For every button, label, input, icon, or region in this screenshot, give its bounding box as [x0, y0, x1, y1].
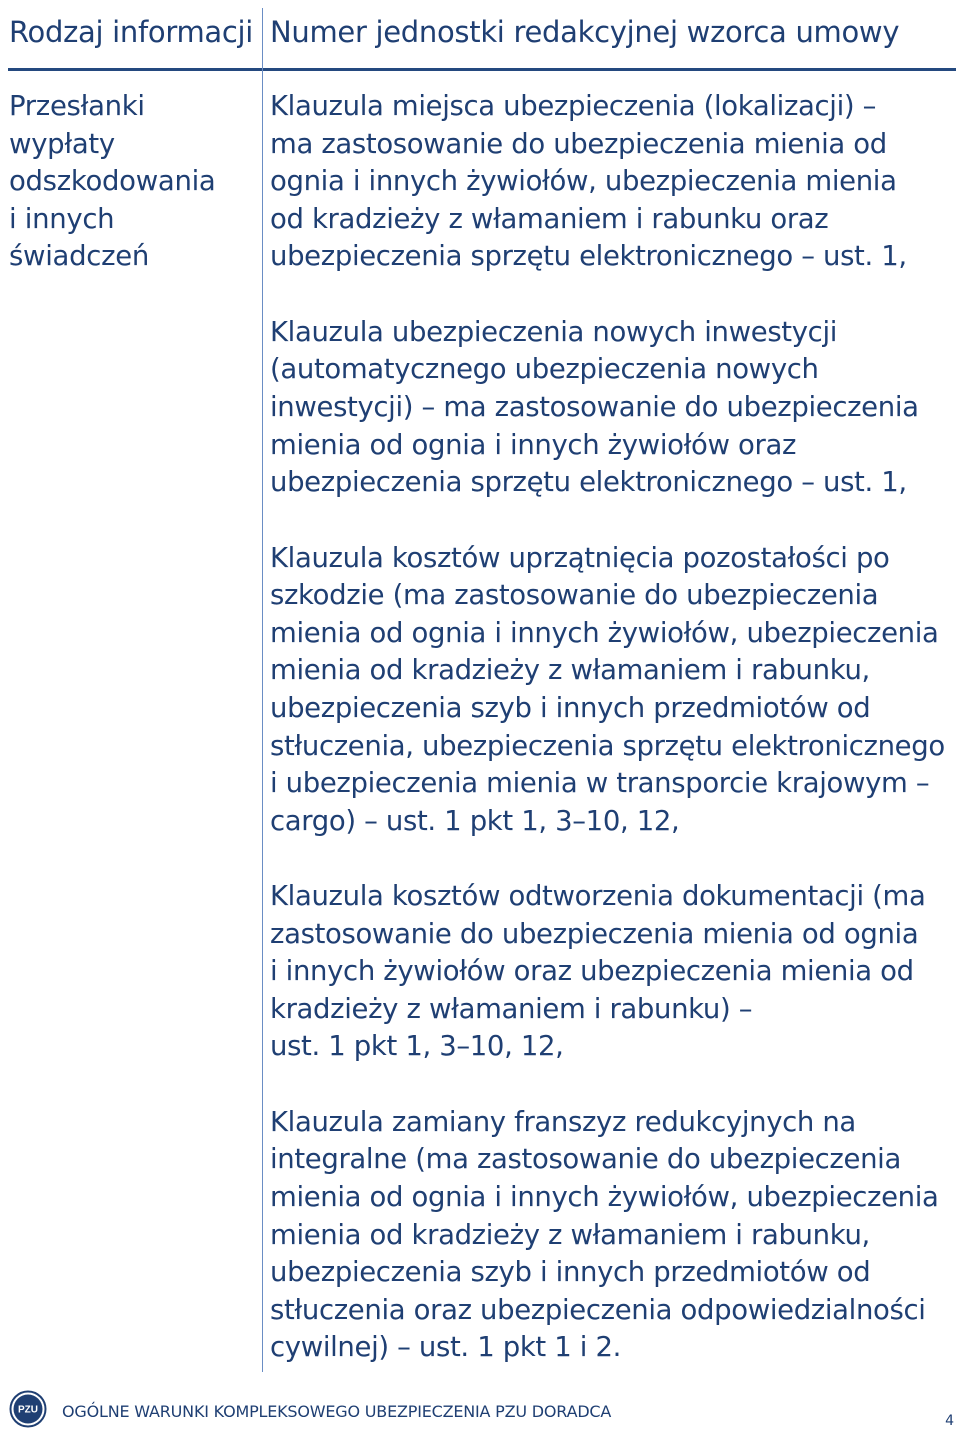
clause-line: mienia od kradzieży z włamaniem i rabunku, [270, 1218, 870, 1251]
clause-line: (automatycznego ubezpieczenia nowych [270, 353, 819, 386]
clause-line: Klauzula zamiany franszyz redukcyjnych na [270, 1105, 856, 1138]
clause-new-investments [270, 314, 954, 502]
clause-line: ognia i innych żywiołów, ubezpieczenia mienia [270, 165, 897, 198]
clauses-cell [270, 88, 954, 1405]
clause-line: kradzieży z włamaniem i rabunku) – [270, 992, 753, 1025]
clause-location [270, 88, 954, 276]
info-type-line: i innych [9, 202, 115, 235]
column-header-unit-number: Numer jednostki redakcyjnej wzorca umowy [270, 15, 900, 49]
clause-line: mienia od ognia i innych żywiołów, ubezpieczenia [270, 1181, 939, 1214]
column-header-info-type: Rodzaj informacji [9, 15, 254, 49]
clause-line: i innych żywiołów oraz ubezpieczenia mienia od [270, 955, 914, 988]
clause-line: mienia od ognia i innych żywiołów, ubezpieczenia [270, 616, 939, 649]
header-rule [8, 68, 956, 71]
page-footer [0, 1388, 960, 1434]
clause-line: cywilnej) – ust. 1 pkt 1 i 2. [270, 1331, 621, 1364]
pzu-logo-icon [9, 1390, 47, 1428]
info-type-line: Przesłanki [9, 90, 145, 122]
clause-debris-removal [270, 540, 954, 841]
clause-document-restoration [270, 878, 954, 1066]
clause-line: stłuczenia oraz ubezpieczenia odpowiedzialności [270, 1293, 926, 1326]
info-type-line: odszkodowania [9, 165, 216, 198]
clause-line: ubezpieczenia szyb i innych przedmiotów od [270, 691, 871, 724]
clause-line: ma zastosowanie do ubezpieczenia mienia od [270, 127, 887, 160]
info-type-cell [9, 88, 257, 276]
page-number: 4 [945, 1413, 954, 1429]
clause-line: integralne (ma zastosowanie do ubezpieczenia [270, 1143, 901, 1176]
clause-line: od kradzieży z włamaniem i rabunku oraz [270, 202, 829, 235]
clause-line: Klauzula ubezpieczenia nowych inwestycji [270, 315, 838, 348]
clause-line: stłuczenia, ubezpieczenia sprzętu elektronicznego [270, 729, 945, 762]
clause-line: Klauzula kosztów odtworzenia dokumentacji (ma [270, 880, 926, 913]
clause-line: ubezpieczenia sprzętu elektronicznego – ust. 1, [270, 240, 907, 273]
clause-franchise-exchange [270, 1104, 954, 1367]
clause-line: ubezpieczenia szyb i innych przedmiotów od [270, 1256, 871, 1289]
clause-line: cargo) – ust. 1 pkt 1, 3–10, 12, [270, 804, 680, 837]
clause-line: inwestycji) – ma zastosowanie do ubezpieczenia [270, 390, 919, 423]
clause-line: ubezpieczenia sprzętu elektronicznego – ust. 1, [270, 466, 907, 499]
logo-text: PZU [18, 1404, 38, 1416]
clause-line: Klauzula kosztów uprzątnięcia pozostałości po [270, 541, 890, 574]
clause-line: zastosowanie do ubezpieczenia mienia od ognia [270, 917, 919, 950]
clause-line: i ubezpieczenia mienia w transporcie krajowym – [270, 767, 930, 800]
column-divider [262, 8, 263, 1372]
clause-line: szkodzie (ma zastosowanie do ubezpieczenia [270, 579, 879, 612]
info-type-line: świadczeń [9, 240, 149, 273]
clause-line: Klauzula miejsca ubezpieczenia (lokalizacji) – [270, 90, 877, 122]
clause-line: mienia od kradzieży z włamaniem i rabunku, [270, 654, 870, 687]
footer-title: OGÓLNE WARUNKI KOMPLEKSOWEGO UBEZPIECZENIA PZU DORADCA [62, 1402, 612, 1421]
clause-line: mienia od ognia i innych żywiołów oraz [270, 428, 797, 461]
info-type-line: wypłaty [9, 127, 115, 160]
clause-line: ust. 1 pkt 1, 3–10, 12, [270, 1030, 564, 1063]
